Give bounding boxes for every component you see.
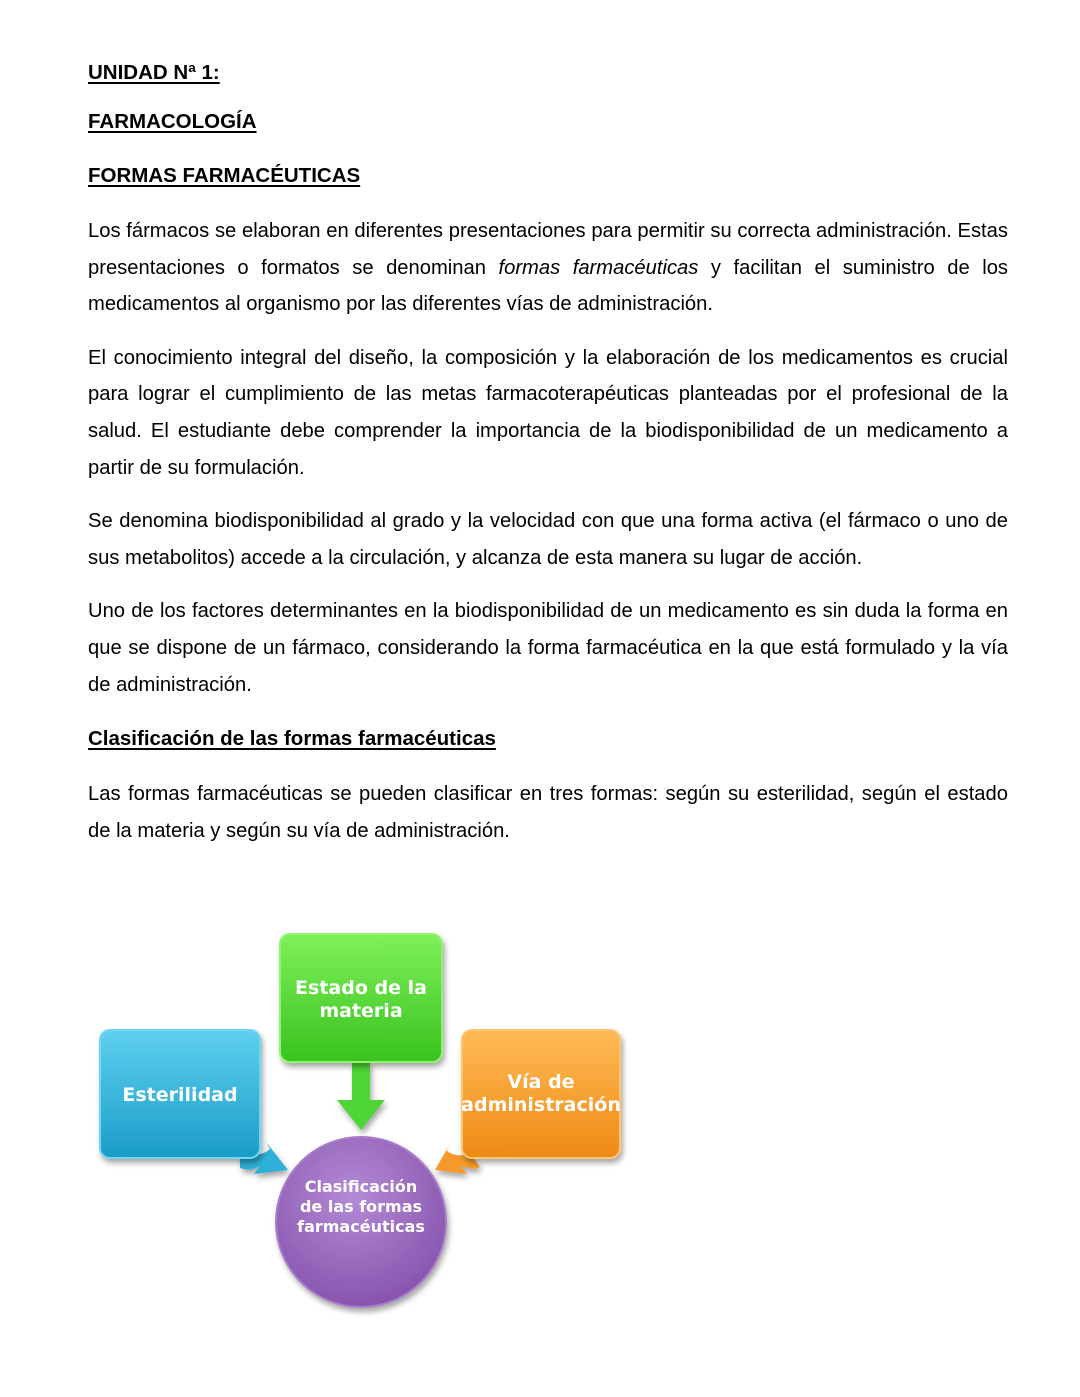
paragraph-factors: Uno de los factores determinantes en la biodisponibilidad de un medicamento es sin duda la forma en que se dispone de un fármaco, considerando la forma farmacéutica en la que está formulado y la vía de administración. (88, 600, 1008, 696)
paragraph-intro-start: Los fármacos se elaboran en diferentes presentaciones para permitir su correcta administración. Estas presentaciones o formatos se denominan (88, 220, 1008, 279)
heading-subject: FARMACOLOGÍA (88, 110, 257, 133)
heading-topic: FORMAS FARMACÉUTICAS (88, 164, 361, 187)
paragraph-knowledge: El conocimiento integral del diseño, la composición y la elaboración de los medicamentos es crucial para lograr el cumplimiento de las metas farmacoterapéuticas planteadas por el profesional de la salud. El estudiante debe comprender la importancia de la biodisponibilidad de un medicamento a partir de su formulación. (88, 346, 1008, 479)
paragraph-intro-end: y facilitan el suministro de los medicamentos al organismo por las diferentes vías de administración. (88, 256, 1009, 316)
paragraph-bioavailability-definition: Se denomina biodisponibilidad al grado y la velocidad con que una forma activa (el fármaco o uno de sus metabolitos) accede a la circulación, y alcanza de esta manera su lugar de acción. (88, 510, 1008, 569)
center-line-2: de las formas (299, 1197, 423, 1216)
box-estado-line-2: materia (319, 1000, 403, 1022)
box-via-line-2: administración (461, 1094, 621, 1116)
center-line-3: farmacéuticas (297, 1217, 425, 1236)
arrow-estado (337, 1062, 385, 1130)
center-line-1: Clasificación (304, 1177, 418, 1196)
paragraph-classification: Las formas farmacéuticas se pueden clasificar en tres formas: según su esterilidad, según el estado de la materia y según su vía de administración. (88, 783, 1008, 842)
box-via-line-1: Vía de (507, 1071, 575, 1093)
box-estado-line-1: Estado de la (295, 977, 427, 999)
paragraph-intro-italic: formas farmacéuticas (498, 256, 699, 279)
box-esterilidad-label: Esterilidad (122, 1084, 238, 1106)
heading-unit: UNIDAD Nª 1: (88, 61, 220, 84)
paragraph-intro (88, 213, 1008, 323)
classification-diagram (90, 922, 635, 1317)
document-page (88, 58, 1008, 849)
heading-classification: Clasificación de las formas farmacéuticas (88, 727, 496, 751)
